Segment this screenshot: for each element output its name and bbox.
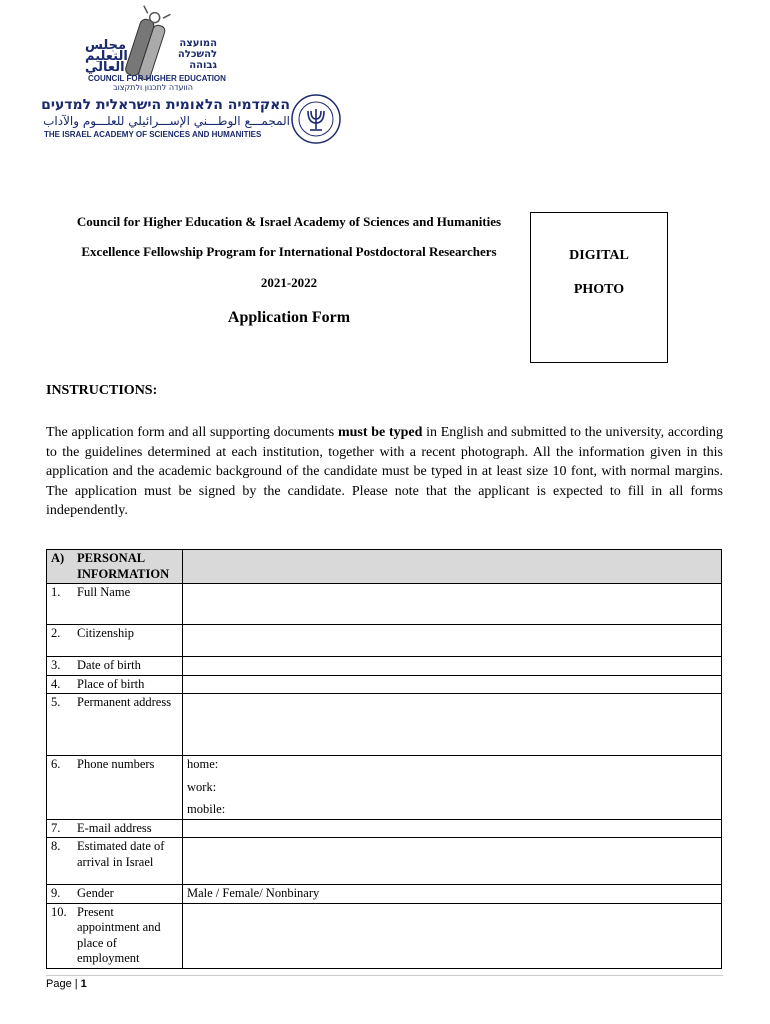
header-line-2: Excellence Fellowship Program for International Postdoctoral Researchers [81, 244, 497, 259]
che-english-name: COUNCIL FOR HIGHER EDUCATION [88, 74, 226, 83]
present-appointment-field[interactable] [183, 903, 722, 968]
date-of-birth-field[interactable] [183, 657, 722, 676]
gender-field[interactable]: Male / Female/ Nonbinary [183, 885, 722, 904]
table-row: 7. E-mail address [47, 819, 722, 838]
academy-arabic-name: المجمـــع الوطـــني الإســـرائيلي للعلـــوم والآداب [43, 114, 290, 128]
permanent-address-field[interactable] [183, 694, 722, 756]
academy-seal-icon [290, 93, 342, 145]
table-row: 8. Estimated date of arrival in Israel [47, 838, 722, 885]
table-row: 10. Present appointment and place of employment [47, 903, 722, 968]
citizenship-field[interactable] [183, 625, 722, 657]
academy-english-name: THE ISRAEL ACADEMY OF SCIENCES AND HUMANITIES [44, 130, 262, 139]
table-row: 9. Gender Male / Female/ Nonbinary [47, 885, 722, 904]
header-year: 2021-2022 [260, 275, 318, 290]
instructions-heading: INSTRUCTIONS: [46, 383, 158, 398]
phone-numbers-field[interactable] [183, 756, 722, 820]
photo-box-line-1: DIGITAL [569, 248, 629, 263]
phone-home-label: home: [187, 757, 219, 771]
email-field[interactable] [183, 819, 722, 838]
table-row: 1. Full Name [47, 584, 722, 625]
page-footer: Page | 1 [46, 978, 87, 990]
place-of-birth-field[interactable] [183, 675, 722, 694]
table-row: 6. Phone numbers home: work: mobile: [47, 756, 722, 820]
personal-information-table [46, 549, 722, 969]
arrival-date-field[interactable] [183, 838, 722, 885]
che-hebrew-subtitle: הוועדה לתכנון ולתקצוב [112, 83, 194, 92]
che-arabic-name: مجلس التعليم العالي [85, 38, 128, 75]
che-logo [85, 2, 226, 92]
instructions-text: The application form and all supporting documents must be typed in English and submitted to the university, according to the guidelines determined at each institution, together with a recent photograph. All the information given in this application and the academic background of the candidate must be typed in at least size 10 font, with normal margins. The application must be signed by the candidate. Please note that the applicant is expected to fill in all forms independently. [46, 425, 724, 518]
table-row: 5. Permanent address [47, 694, 722, 756]
phone-work-label: work: [187, 779, 217, 794]
full-name-field[interactable] [183, 584, 722, 625]
phone-mobile-label: mobile: [187, 802, 226, 816]
instructions-emphasis: must be typed [337, 425, 423, 440]
table-row: 3. Date of birth [47, 657, 722, 676]
section-header-cell: A) PERSONAL INFORMATION [47, 550, 183, 584]
footer-divider [46, 975, 723, 976]
page-title: Application Form [227, 309, 351, 326]
table-row: 2. Citizenship [47, 625, 722, 657]
photo-box-line-2: PHOTO [573, 282, 625, 297]
digital-photo-box[interactable] [530, 212, 668, 363]
che-hebrew-name: המועצה להשכלה גבוהה [177, 38, 217, 71]
header-line-1: Council for Higher Education & Israel Academy of Sciences and Humanities [76, 214, 502, 229]
table-row: 4. Place of birth [47, 675, 722, 694]
page-number: 1 [80, 978, 87, 990]
academy-hebrew-name: האקדמיה הלאומית הישראלית למדעים [41, 97, 290, 113]
